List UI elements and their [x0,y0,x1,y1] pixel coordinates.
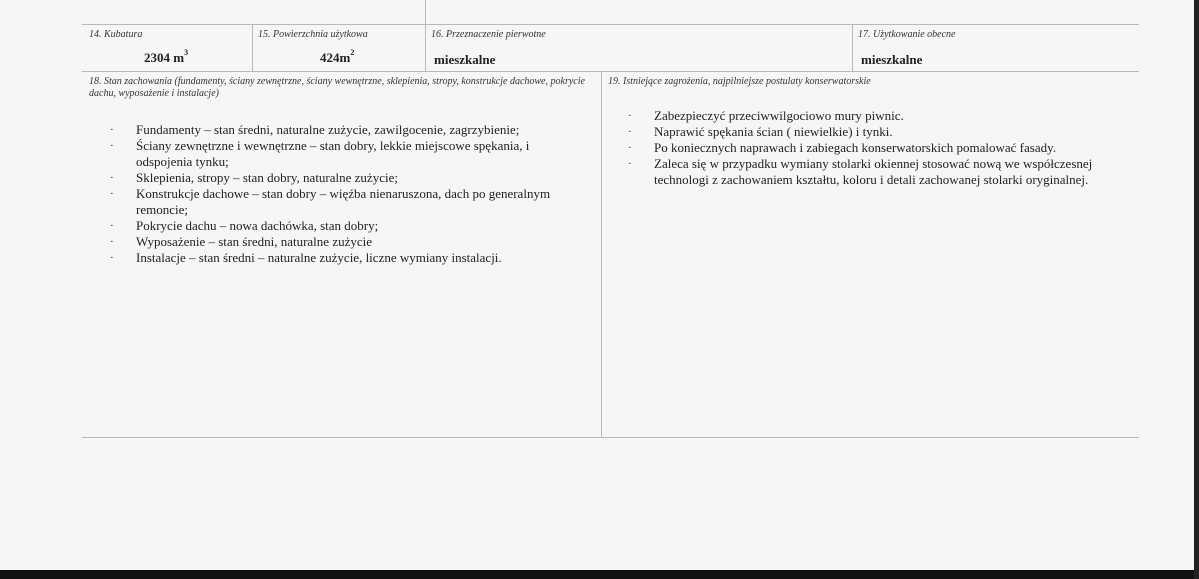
divider-row-2 [601,71,602,437]
powierzchnia-number: 424m [320,50,351,65]
bullet-icon: · [110,124,114,136]
bullet-icon: · [628,126,632,138]
powierzchnia-label: 15. Powierzchnia użytkowa [258,29,368,40]
kubatura-number: 2304 m [144,50,185,65]
kubatura-unit-exponent: 3 [184,48,189,57]
stan-zachowania-item-text: Instalacje – stan średni – naturalne zużycie, liczne wymiany instalacji. [136,250,502,265]
zagrozenia-item-text: Naprawić spękania ścian ( niewielkie) i tynki. [654,124,893,139]
stan-zachowania-item-text: Sklepienia, stropy – stan dobry, naturalne zużycie; [136,170,398,185]
rule-top [82,24,1139,25]
stan-zachowania-item [110,218,580,234]
stan-zachowania-item [110,250,580,266]
divider-col-3 [852,24,853,71]
bullet-icon: · [628,142,632,154]
zagrozenia-item [628,140,1128,156]
stan-zachowania-item [110,138,580,170]
divider-col-2 [425,24,426,71]
stan-zachowania-item [110,234,580,250]
bullet-icon: · [110,188,114,200]
divider-top-fragment [425,0,426,24]
zagrozenia-item-text: Zaleca się w przypadku wymiany stolarki okiennej stosować nową we współczesnej technologi z zachowaniem kształtu, koloru i detali zachowanej stolarki oryginalnej. [654,156,1093,187]
bullet-icon: · [110,220,114,232]
kubatura-label: 14. Kubatura [89,29,143,40]
bullet-icon: · [110,236,114,248]
przeznaczenie-label: 16. Przeznaczenie pierwotne [431,29,546,40]
rule-bottom [82,437,1139,438]
uzytkowanie-label: 17. Użytkowanie obecne [858,29,956,40]
przeznaczenie-value: mieszkalne [434,52,496,67]
zagrozenia-item [628,124,1128,140]
zagrozenia-label: 19. Istniejące zagrożenia, najpilniejsze postulaty konserwatorskie [608,76,871,87]
powierzchnia-unit-exponent: 2 [350,48,355,57]
stan-zachowania-item-text: Pokrycie dachu – nowa dachówka, stan dobry; [136,218,379,233]
scan-border-right [1194,0,1199,579]
divider-col-1 [252,24,253,71]
bullet-icon: · [110,172,114,184]
stan-zachowania-item-text: Wyposażenie – stan średni, naturalne zużycie [136,234,373,249]
stan-zachowania-item [110,186,580,218]
scan-border-bottom [0,570,1199,579]
bullet-icon: · [110,140,114,152]
bullet-icon: · [110,252,114,264]
uzytkowanie-value: mieszkalne [861,52,923,67]
zagrozenia-list [628,108,1128,188]
stan-zachowania-item-text: Konstrukcje dachowe – stan dobry – więźba nienaruszona, dach po generalnym remoncie; [136,186,551,217]
zagrozenia-item-text: Zabezpieczyć przeciwwilgociowo mury piwnic. [654,108,904,123]
bullet-icon: · [628,110,632,122]
stan-zachowania-item [110,122,580,138]
stan-zachowania-item [110,170,580,186]
stan-zachowania-item-text: Ściany zewnętrzne i wewnętrzne – stan dobry, lekkie miejscowe spękania, i odspojenia tynku; [136,138,530,169]
bullet-icon: · [628,158,632,170]
zagrozenia-item [628,108,1128,124]
stan-zachowania-item-text: Fundamenty – stan średni, naturalne zużycie, zawilgocenie, zagrzybienie; [136,122,520,137]
kubatura-value [144,50,188,66]
zagrozenia-item-text: Po koniecznych naprawach i zabiegach konserwatorskich pomalować fasady. [654,140,1056,155]
stan-zachowania-label: 18. Stan zachowania (fundamenty, ściany zewnętrzne, ściany wewnętrzne, sklepienia, stropy, konstrukcje dachowe, pokrycie dachu, wyposażenie i instalacje) [89,76,585,99]
powierzchnia-value [320,50,354,66]
stan-zachowania-list [110,122,580,266]
zagrozenia-item [628,156,1128,188]
rule-middle [82,71,1139,72]
